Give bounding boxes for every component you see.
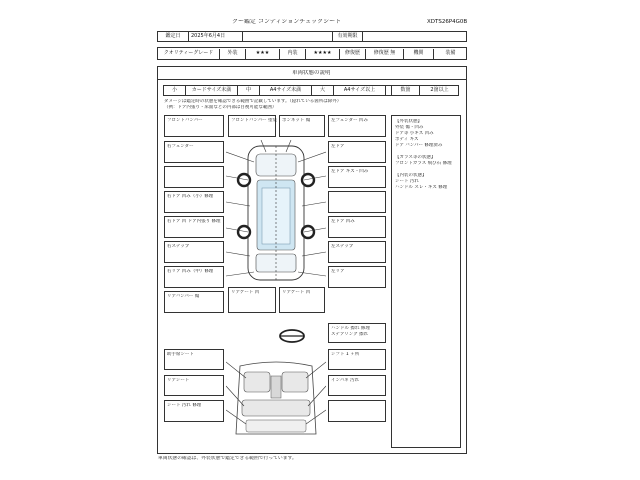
findings-line: フロントガラス 飛び石 修理 <box>395 161 452 166</box>
mechanism-label: 機関 <box>404 49 434 60</box>
car-body-outline <box>248 146 304 280</box>
damage-legend <box>163 85 459 96</box>
damage-box-right-d: 左ドア 凹み <box>328 216 386 238</box>
legend-medium: 中 <box>238 86 260 96</box>
interior-box-left-1: 助手席シート <box>164 349 224 370</box>
interior-box-right-3 <box>328 400 386 422</box>
expiry-label: 有効期限 <box>333 32 363 42</box>
findings-line: シート 汚れ <box>395 179 419 184</box>
damage-box-left-f: 右リア 凹み（中）修理 <box>164 266 224 288</box>
findings-line: ドア バンパー 修理済み <box>395 143 443 148</box>
damage-box-right-c <box>328 191 386 213</box>
legend-count-label: 数箇 <box>392 86 420 96</box>
findings-panel <box>391 115 461 448</box>
damage-box-right-e: 左ステップ <box>328 241 386 263</box>
inspection-date-label: 鑑定日 <box>158 32 189 42</box>
damage-box-bottom-2: リアゲート 凹 <box>228 287 276 313</box>
legend-large: 大 <box>312 86 334 96</box>
note-line-1: ダメージは鑑定時の状態を確認できる範囲で記載しています。（隠れている箇所は除外） <box>164 99 342 104</box>
interior-box-right-1: シフト 1 ヶ所 <box>328 349 386 370</box>
findings-line: ボディ キズ <box>395 137 419 142</box>
legend-card-size: カードサイズ未満 <box>186 86 238 96</box>
damage-box-left-c: 右ドア 凹み（小）修理 <box>164 191 224 213</box>
damage-box-left-d: 右ドア 凹 ドア内張り 修理 <box>164 216 224 238</box>
interior-box-right-2: インパネ 汚れ <box>328 375 386 396</box>
findings-line: 【内装の状態】 <box>395 173 427 178</box>
interior-box-left-3: シート 汚れ 修理 <box>164 400 224 422</box>
document-id: XDTS26P4G0B <box>427 19 468 25</box>
damage-box-left-a: 右フェンダー <box>164 141 224 163</box>
damage-box-left-e: 右ステップ <box>164 241 224 263</box>
damage-box-front-center: フロントバンパー 塗装 <box>228 115 276 137</box>
damage-box-right-f: 左リア <box>328 266 386 288</box>
grades-row <box>157 47 467 60</box>
footer-note: 車両状態の確認は、外装状態で鑑定できる範囲で行っています。 <box>158 456 297 461</box>
findings-line: 外装 傷・凹み <box>395 125 424 130</box>
interior-box-left-2: リアシート <box>164 375 224 396</box>
note-line-2: （例：ドア内張り・床面などの内部は目視可能な範囲） <box>164 105 277 110</box>
exterior-stars: ★★★ <box>246 49 280 60</box>
legend-a4-above: A4サイズ以上 <box>334 86 386 96</box>
findings-line: ドア等 小キズ 凹み <box>395 131 434 136</box>
legend-small: 小 <box>164 86 186 96</box>
damage-box-bottom-1: リアバンパー 傷 <box>164 291 224 313</box>
accident-label: 修復歴 <box>340 49 366 60</box>
interior-stars: ★★★★ <box>306 49 340 60</box>
expiry-value <box>363 32 467 42</box>
quality-grade-label: クオリティーグレード <box>158 49 220 60</box>
damage-box-front-right: ボンネット 傷 <box>279 115 325 137</box>
damage-box-left-b <box>164 166 224 188</box>
interior-label: 内装 <box>280 49 306 60</box>
legend-count-value: 2箇以上 <box>430 87 449 93</box>
inspection-date-blank <box>243 32 333 42</box>
damage-box-front-left: フロントバンパー <box>164 115 224 137</box>
damage-box-right-b: 左ドア キズ・凹み <box>328 166 386 188</box>
damage-box-right-a: 左ドア <box>328 141 386 163</box>
damage-box-bottom-3: リアゲート 凹 <box>279 287 325 313</box>
interior-box-steering: ハンドル 擦れ 修理 ステアリング 擦れ <box>328 323 386 343</box>
sheet-title: グー鑑定 コンディションチェックシート <box>232 19 342 25</box>
damage-box-fender-right: 左フェンダー 凹み <box>328 115 386 137</box>
explanation-title: 車両状態の説明 <box>292 70 331 76</box>
findings-line: 【ガラス等の状態】 <box>395 155 436 160</box>
inspection-date-row <box>157 31 467 42</box>
findings-line: ハンドル スレ・キズ 修理 <box>395 185 448 190</box>
equipment-label: 装備 <box>445 50 456 56</box>
car-top-view-diagram <box>226 140 326 286</box>
divider-line <box>158 79 466 80</box>
legend-a4-size: A4サイズ未満 <box>260 86 312 96</box>
inspection-date-value: 2025年6月4日 <box>189 32 243 42</box>
steering-wheel-icon <box>278 328 306 344</box>
exterior-label: 外装 <box>220 49 246 60</box>
interior-seat-diagram <box>226 360 326 438</box>
findings-title: 【外装状態】 <box>395 119 422 124</box>
accident-value: 修復歴 無 <box>366 49 404 60</box>
